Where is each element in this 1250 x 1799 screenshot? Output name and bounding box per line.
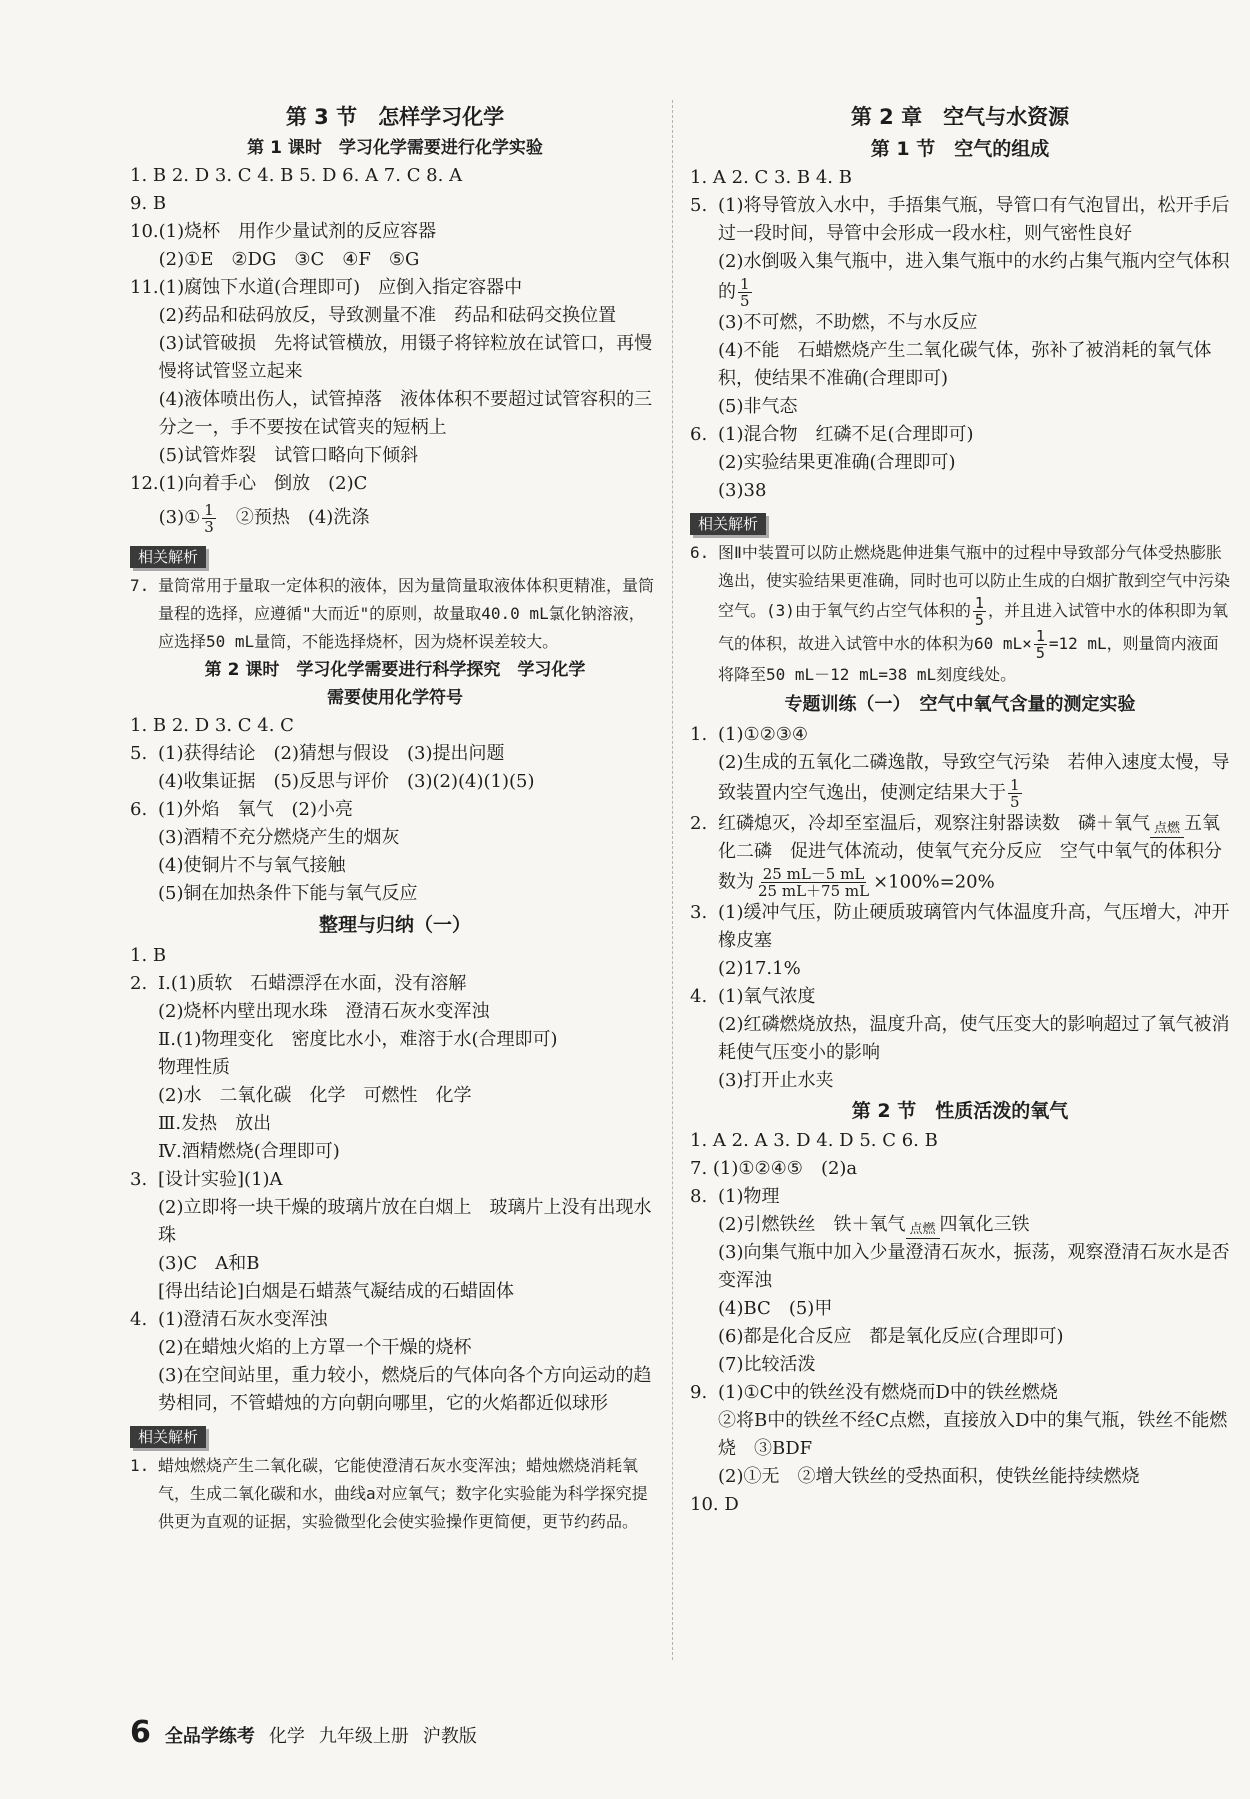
- question-number: 5.: [130, 743, 148, 764]
- section-title: 第 2 节 性质活泼的氧气: [851, 1100, 1069, 1122]
- answer-text: (2)引燃铁丝 铁＋氧气: [718, 1214, 906, 1235]
- question-number: 8.: [690, 1186, 708, 1207]
- question-9: [690, 1379, 1230, 1491]
- answer-line: (1)混合物 红磷不足(合理即可): [718, 424, 974, 445]
- analysis-text: 蜡烛燃烧产生二氧化碳，它能使澄清石灰水变浑浊；蜡烛燃烧消耗氧气，生成二氧化碳和水，曲线a对应氧气；数字化实验能为科学探究提供更为直观的证据，实验微型化会使实验操作更简便，更节约药品。: [158, 1456, 648, 1531]
- subject: 化学: [268, 1726, 305, 1747]
- review-title: 整理与归纳（一）: [318, 914, 471, 936]
- question-number: 9.: [690, 1382, 708, 1403]
- question-number: 10.: [130, 221, 159, 242]
- fraction: [738, 276, 752, 309]
- answer-line: [设计实验](1)A: [158, 1169, 283, 1190]
- answer-line: (1)缓冲气压，防止硬质玻璃管内气体温度升高，气压增大，冲开橡皮塞: [718, 902, 1230, 951]
- answer-line: ②将B中的铁丝不经C点燃，直接放入D中的集气瓶，铁丝不能燃烧 ③BDF: [718, 1410, 1228, 1459]
- answer-line: (4)液体喷出伤人，试管掉落 液体体积不要超过试管容积的三分之一，手不要按在试管夹的短柄上: [158, 389, 653, 438]
- question-number: 6.: [690, 424, 708, 445]
- answer-line: (7)比较活泼: [718, 1354, 816, 1375]
- answer-line: (1)澄清石灰水变浑浊: [158, 1309, 328, 1330]
- question-number: 1.: [690, 724, 708, 745]
- answer-line: (1)向着手心 倒放 (2)C: [158, 473, 368, 494]
- question-8: [690, 1183, 1230, 1379]
- answer-line: (1)腐蚀下水道(合理即可) 应倒入指定容器中: [158, 277, 523, 298]
- question-number: 12.: [130, 473, 159, 494]
- question-number: 2.: [130, 973, 148, 994]
- answer-line: Ⅲ.发热 放出: [158, 1113, 272, 1134]
- denominator: 5: [1010, 793, 1020, 811]
- question-6: [130, 796, 660, 908]
- answer-line: (2)药品和砝码放反，导致测量不准 药品和砝码交换位置: [158, 305, 617, 326]
- numerator: 1: [1035, 627, 1045, 645]
- answer-text: ②预热 (4)洗涤: [217, 507, 370, 528]
- answer-text: 红磷熄灭，冷却至室温后，观察注射器读数 磷＋氧气: [718, 813, 1150, 834]
- question-number: 2.: [690, 813, 708, 834]
- question-number: 5.: [690, 195, 708, 216]
- answer-text: 五氧化二磷 促进气体流动，使氧气充分反应 空气中氧气的体积分数为: [718, 813, 1222, 893]
- answer-line: (1)物理: [718, 1186, 780, 1207]
- question-3: [130, 1166, 660, 1306]
- answer-line: (4)收集证据 (5)反思与评价 (3)(2)(4)(1)(5): [158, 771, 535, 792]
- analysis-part: ，并且进入试管中水的体积即为氧气的体积，故进入试管中水的体积为60 mL×: [718, 601, 1228, 653]
- answer-line: (3)在空间站里，重力较小，燃烧后的气体向各个方向运动的趋势相同，不管蜡烛的方向朝向哪里，它的火焰都近似球形: [158, 1365, 652, 1414]
- answer-line: (3)试管破损 先将试管横放，用镊子将锌粒放在试管口，再慢慢将试管竖立起来: [158, 333, 653, 382]
- answer-line: (2)17.1%: [718, 958, 801, 979]
- analysis-part: =12 mL，则量筒内液面将降至50 mL－12 mL=38 mL刻度线处。: [718, 634, 1219, 684]
- fraction: [202, 502, 216, 535]
- answer-line: (3)酒精不充分燃烧产生的烟灰: [158, 827, 400, 848]
- answer-line: (2)立即将一块干燥的玻璃片放在白烟上 玻璃片上没有出现水珠: [158, 1197, 652, 1246]
- answer-line: [718, 248, 1230, 309]
- answer-line: 1. B 2. D 3. C 4. B 5. D 6. A 7. C 8. A: [130, 165, 463, 186]
- answer-line: (6)都是化合反应 都是氧化反应(合理即可): [718, 1326, 1064, 1347]
- answer-line: (3)不可燃，不助燃，不与水反应: [718, 312, 978, 333]
- condition-label: 点燃: [1153, 821, 1180, 836]
- grade: 九年级上册: [318, 1726, 409, 1747]
- analysis-text: [718, 539, 1230, 689]
- answer-text: 四氧化三铁: [939, 1214, 1030, 1235]
- question-number: 7.: [130, 576, 150, 595]
- answer-line: 1. A 2. C 3. B 4. B: [690, 167, 852, 188]
- left-column: [130, 100, 660, 1536]
- question-number: 4.: [130, 1309, 148, 1330]
- fraction: [1008, 777, 1022, 810]
- analysis-part: 图Ⅱ中装置可以防止燃烧匙伸进集气瓶中的过程中导致部分气体受热膨胀逸出，使实验结果更准确，同时也可以防止生成的白烟扩散到空气中污染空气。(3)由于氧气约占空气体积的: [718, 543, 1231, 620]
- analysis-tag: 相关解析: [690, 513, 766, 535]
- answer-line: (5)试管炸裂 试管口略向下倾斜: [158, 445, 419, 466]
- answer-line: (1)氧气浓度: [718, 986, 816, 1007]
- lesson-title: 需要使用化学符号: [327, 688, 463, 708]
- answer-line: (5)铜在加热条件下能与氧气反应: [158, 883, 418, 904]
- analysis-tag: 相关解析: [130, 1426, 206, 1448]
- answer-line: (2)①E ②DG ③C ④F ⑤G: [158, 249, 420, 270]
- answer-line: 10. D: [690, 1494, 739, 1515]
- column-divider: [672, 100, 674, 1660]
- answer-text: ×100%=20%: [873, 871, 995, 893]
- analysis-1: [130, 1452, 660, 1536]
- answer-line: (1)获得结论 (2)猜想与假设 (3)提出问题: [158, 743, 505, 764]
- answer-line: Ⅱ.(1)物理变化 密度比水小，难溶于水(合理即可): [158, 1029, 558, 1050]
- answer-line: (3)向集气瓶中加入少量澄清石灰水，振荡，观察澄清石灰水是否变浑浊: [718, 1242, 1230, 1291]
- reaction-condition: [906, 1224, 940, 1239]
- question-number: 11.: [130, 277, 159, 298]
- question-10: [130, 218, 660, 274]
- answer-line: (1)①②③④: [718, 724, 809, 745]
- special-training-title: 专题训练（一） 空气中氧气含量的测定实验: [784, 694, 1136, 715]
- answer-line: (1)①C中的铁丝没有燃烧而D中的铁丝燃烧: [718, 1382, 1058, 1403]
- right-column: [690, 100, 1230, 1519]
- answer-line: (2)①无 ②增大铁丝的受热面积，使铁丝能持续燃烧: [718, 1466, 1140, 1487]
- question-4: [690, 983, 1230, 1095]
- answer-line: (4)不能 石蜡燃烧产生二氧化碳气体，弥补了被消耗的氧气体积，使结果不准确(合理即可): [718, 340, 1212, 389]
- numerator: 25 mL－5 mL: [762, 865, 865, 883]
- question-2: [130, 970, 660, 1166]
- question-number: 6.: [690, 543, 710, 562]
- analysis-7: [130, 572, 660, 656]
- question-number: 3.: [130, 1169, 148, 1190]
- analysis-6: [690, 539, 1230, 689]
- answer-line: [718, 810, 1230, 899]
- fraction: [756, 866, 871, 899]
- question-6: [690, 421, 1230, 505]
- question-11: [130, 274, 660, 470]
- answer-line: [718, 749, 1230, 810]
- question-number: 4.: [690, 986, 708, 1007]
- denominator: 25 mL＋75 mL: [758, 882, 870, 900]
- section-title: 第 3 节 怎样学习化学: [285, 105, 505, 129]
- answer-line: (2)实验结果更准确(合理即可): [718, 452, 956, 473]
- answer-line: [718, 1211, 1230, 1239]
- answer-text: (3)①: [158, 507, 201, 528]
- denominator: 3: [204, 517, 214, 536]
- answer-text: (2)水倒吸入集气瓶中，进入集气瓶中的水约占集气瓶内空气体积的: [718, 251, 1230, 303]
- reaction-condition: [1150, 823, 1184, 838]
- fraction: [973, 595, 986, 628]
- answer-line: [得出结论]白烟是石蜡蒸气凝结成的石蜡固体: [158, 1281, 515, 1302]
- page-number: 6: [130, 1715, 151, 1750]
- question-5: [690, 192, 1230, 421]
- denominator: 5: [740, 292, 750, 310]
- question-3: [690, 899, 1230, 983]
- answer-line: 9. B: [130, 193, 167, 214]
- section-title: 第 1 节 空气的组成: [870, 138, 1050, 160]
- answer-line: (3)打开止水夹: [718, 1070, 834, 1091]
- answer-line: [159, 498, 660, 538]
- condition-label: 点燃: [909, 1222, 936, 1237]
- book-title: 全品学练考: [164, 1726, 255, 1747]
- answer-line: Ⅳ.酒精燃烧(合理即可): [158, 1141, 340, 1162]
- question-5: [130, 740, 660, 796]
- denominator: 5: [974, 611, 984, 629]
- answer-text: (2)生成的五氧化二磷逸散，导致空气污染 若伸入速度太慢，导致装置内空气逸出，使测定结果大于: [718, 752, 1230, 804]
- answer-line: (1)外焰 氧气 (2)小亮: [158, 799, 353, 820]
- lesson-title: 第 2 课时 学习化学需要进行科学探究 学习化学: [204, 660, 586, 680]
- answer-line: (1)烧杯 用作少量试剂的反应容器: [158, 221, 437, 242]
- page-footer: [130, 1715, 477, 1750]
- question-number: 1.: [130, 1456, 150, 1475]
- fraction: [1034, 628, 1047, 661]
- question-number: 3.: [690, 902, 708, 923]
- answer-line: (5)非气态: [718, 396, 798, 417]
- answer-line: (4)BC (5)甲: [718, 1298, 833, 1319]
- reaction-arrow: [1150, 837, 1184, 838]
- numerator: 1: [1010, 776, 1020, 794]
- question-4: [130, 1306, 660, 1418]
- numerator: 1: [204, 500, 214, 519]
- answer-line: (2)在蜡烛火焰的上方罩一个干燥的烧杯: [158, 1337, 472, 1358]
- answer-line: (2)水 二氧化碳 化学 可燃性 化学: [158, 1085, 472, 1106]
- answer-line: (2)烧杯内壁出现水珠 澄清石灰水变浑浊: [158, 1001, 490, 1022]
- edition: 沪教版: [422, 1726, 477, 1747]
- answer-line: (2)红磷燃烧放热，温度升高，使气压变大的影响超过了氧气被消耗使气压变小的影响: [718, 1014, 1230, 1063]
- analysis-tag: 相关解析: [130, 546, 206, 568]
- numerator: 1: [740, 275, 750, 293]
- answer-line: 物理性质: [158, 1057, 230, 1078]
- question-12: [130, 470, 660, 538]
- answer-line: (4)使铜片不与氧气接触: [158, 855, 346, 876]
- answer-line: (1)将导管放入水中，手捂集气瓶，导管口有气泡冒出，松开手后过一段时间，导管中会形成一段水柱，则气密性良好: [718, 195, 1230, 244]
- answer-line: Ⅰ.(1)质软 石蜡漂浮在水面，没有溶解: [158, 973, 467, 994]
- denominator: 5: [1035, 644, 1045, 662]
- analysis-text: 量筒常用于量取一定体积的液体，因为量筒量取液体体积更精准，量筒量程的选择，应遵循"大而近"的原则，故量取40.0 mL氯化钠溶液，应选择50 mL量筒，不能选择烧杯，因为烧杯误差较大。: [158, 576, 655, 651]
- answer-line: (3)38: [718, 480, 767, 501]
- answer-line: 1. B: [130, 945, 167, 966]
- answer-line: 7. (1)①②④⑤ (2)a: [690, 1158, 858, 1179]
- numerator: 1: [974, 594, 984, 612]
- lesson-title: 第 1 课时 学习化学需要进行化学实验: [247, 138, 543, 158]
- answer-line: 1. A 2. A 3. D 4. D 5. C 6. B: [690, 1130, 938, 1151]
- question-2: [690, 810, 1230, 899]
- answer-line: 1. B 2. D 3. C 4. C: [130, 715, 294, 736]
- answer-line: (3)C A和B: [158, 1253, 260, 1274]
- question-1: [690, 721, 1230, 810]
- chapter-title: 第 2 章 空气与水资源: [850, 105, 1070, 129]
- question-number: 6.: [130, 799, 148, 820]
